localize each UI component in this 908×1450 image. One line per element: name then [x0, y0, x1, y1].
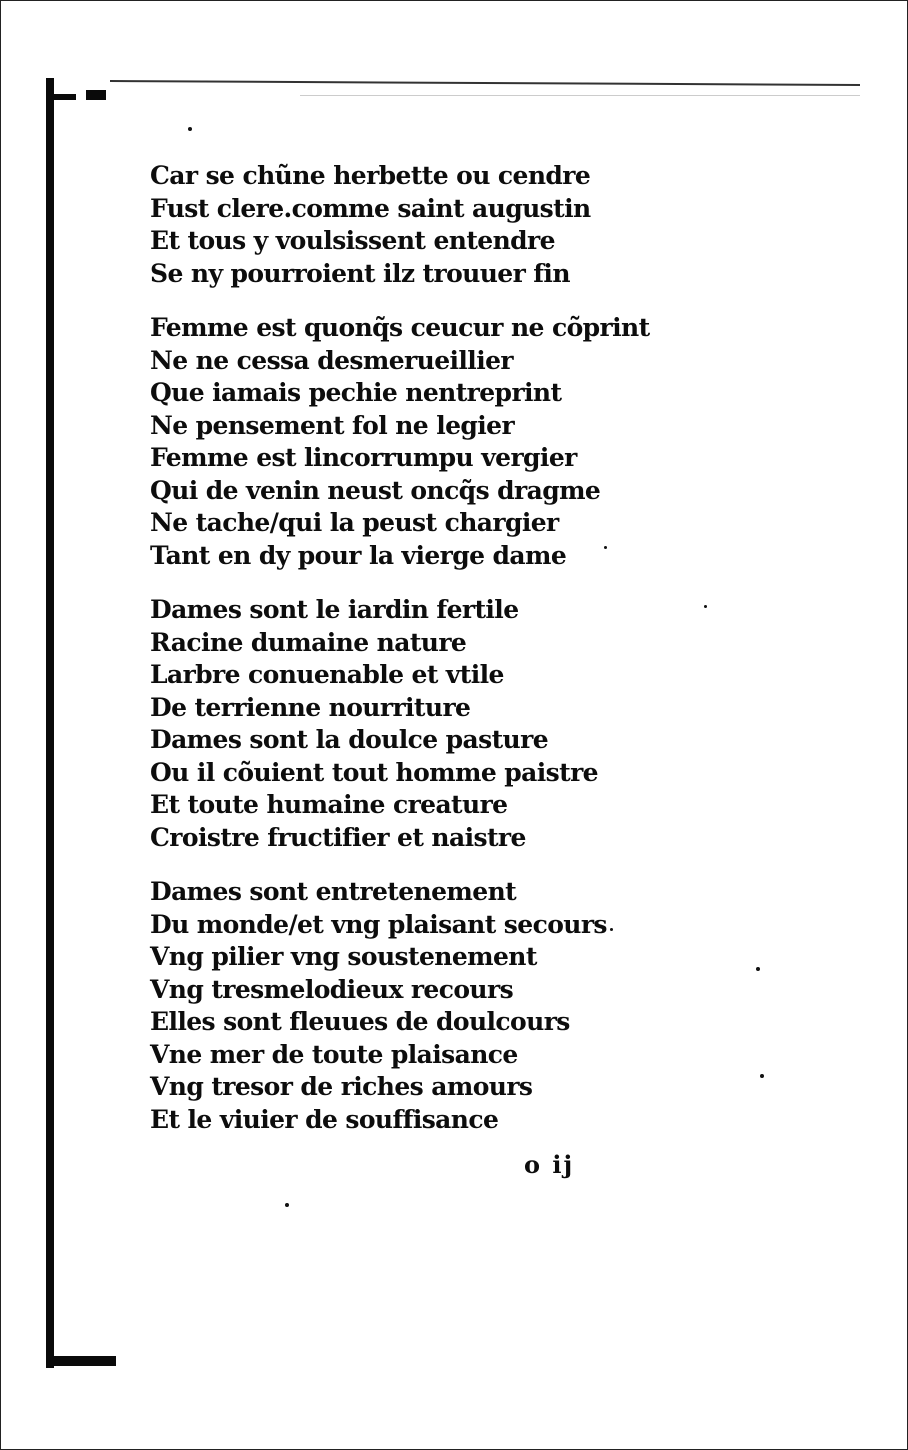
verse-line: Femme est quonq̃s ceucur ne cõprint [150, 313, 650, 342]
verse-line: Dames sont le iardin fertile [150, 595, 519, 624]
verse-line: Vng tresmelodieux recours [150, 974, 514, 1004]
verse-line: Vng tresor de riches amours [150, 1072, 533, 1101]
scan-edge-bottom [46, 1356, 116, 1366]
ink-speck [285, 1203, 289, 1207]
ink-speck [756, 967, 760, 971]
verse-line: Ne pensement fol ne legier [150, 410, 515, 440]
ink-speck [760, 1074, 764, 1078]
verse-line: Vne mer de toute plaisance [150, 1039, 518, 1069]
verse-line: Racine dumaine nature [150, 627, 467, 657]
verse-line: Elles sont fleuues de doulcours [150, 1007, 570, 1036]
verse-line: Du monde/et vng plaisant secours [150, 909, 607, 939]
stanza-4 [150, 876, 670, 1136]
verse-line: Se ny pourroient ilz trouuer fin [150, 258, 570, 288]
signature-mark: o ij [524, 1150, 575, 1179]
stanza-1 [150, 160, 670, 290]
stanza-2 [150, 312, 670, 572]
scan-edge-top [54, 94, 76, 100]
scan-mark-top [86, 90, 106, 100]
verse-line: Ou il cõuient tout homme paistre [150, 757, 598, 787]
verse-line: Ne ne cessa desmerueillier [150, 345, 513, 375]
verse-line: Ne tache/qui la peust chargier [150, 508, 559, 537]
verse-line: Fust clere.comme saint augustin [150, 193, 591, 223]
verse-line: Et le viuier de souffisance [150, 1104, 499, 1134]
verse-line: De terrienne nourriture [150, 692, 471, 722]
verse-line: Car se chũne herbette ou cendre [150, 161, 591, 190]
verse-line: Vng pilier vng soustenement [150, 942, 537, 971]
poem-text [150, 160, 670, 1158]
verse-line: Qui de venin neust oncq̃s dragme [150, 475, 601, 505]
ink-speck [704, 605, 707, 608]
top-rule-faint [300, 95, 860, 96]
verse-line: Dames sont entretenement [150, 877, 517, 906]
scan-edge-left [46, 78, 54, 1368]
verse-line: Femme est lincorrumpu vergier [150, 443, 577, 472]
verse-line: Que iamais pechie nentreprint [150, 378, 562, 407]
verse-line: Et toute humaine creature [150, 790, 508, 819]
verse-line: Dames sont la doulce pasture [150, 725, 549, 754]
stanza-3 [150, 594, 670, 854]
verse-line: Croistre fructifier et naistre [150, 822, 526, 852]
verse-line: Larbre conuenable et vtile [150, 660, 504, 689]
verse-line: Tant en dy pour la vierge dame [150, 540, 567, 570]
ink-speck [188, 127, 192, 131]
verse-line: Et tous y voulsissent entendre [150, 226, 555, 255]
